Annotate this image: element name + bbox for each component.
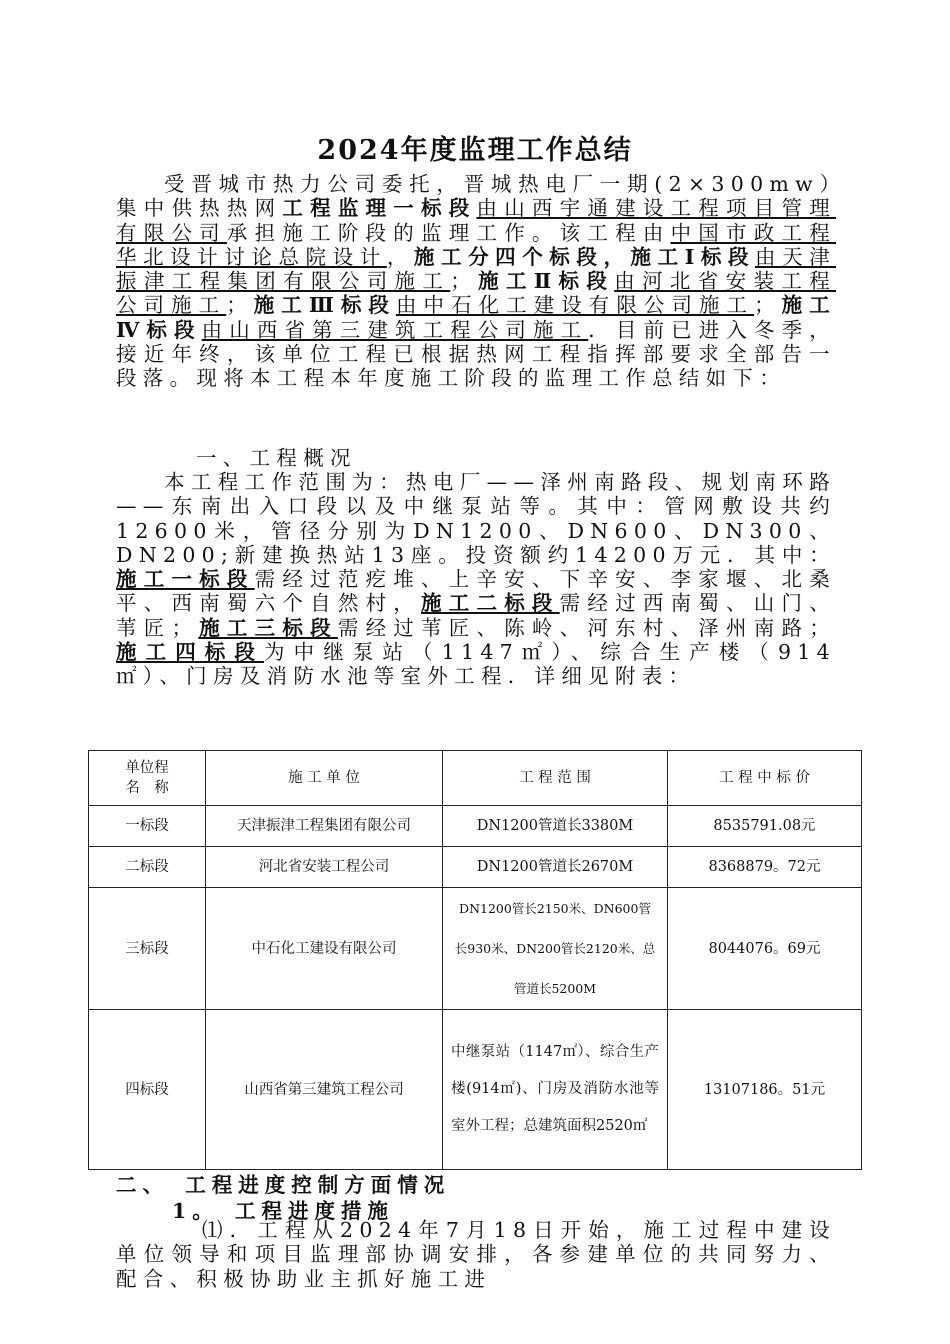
intro-text: ．目前已进入冬季，接近年终，该单位工程已根据热网工程指挥部要求全部告一段落。现将本工程本年度施工阶段的监理工作总结如下：	[116, 317, 837, 391]
table-cell: 中石化工建设有限公司	[206, 888, 443, 1010]
table-cell: 13107186。51元	[668, 1010, 862, 1170]
table-cell: 一标段	[89, 806, 206, 847]
page-title: 2024年度监理工作总结	[317, 135, 633, 166]
intro-text: 受晋城市热力公司委托，晋城热电厂一期(2×300mw）集中供热热网	[116, 172, 836, 221]
intro-underline: 由河北省安装工程公司施工	[116, 269, 837, 318]
section1-text: 为中继泵站（1147㎡）、综合生产楼（914㎡）、门房及消防水池等室外工程．详细见附表：	[116, 640, 836, 689]
intro-text: ；	[226, 293, 254, 318]
table-cell: 8535791.08元	[668, 806, 862, 847]
section1-heading: 一、工程概况	[196, 446, 357, 470]
table-row	[89, 806, 862, 847]
section1-underline: 施工一标段	[116, 567, 255, 592]
table-cell: 8368879。72元	[668, 847, 862, 888]
intro-underline: 中国市政工程华北设计讨论总院设计	[116, 220, 836, 269]
table-cell: 山西省第三建筑工程公司	[206, 1010, 443, 1170]
table-cell: DN1200管长2150米、DN600管长930米、DN200管长2120米、总管道长5200M	[443, 888, 668, 1010]
intro-underline: 由山西省第三建筑工程公司施工	[201, 317, 589, 342]
section1-text: 本工程工作范围为：热电厂——泽州南路段、规划南环路——东南出入口段以及中继泵站等。其中：管网敷设共约12600米，管径分别为DN1200、DN600、DN300、DN200;新建换热站13座。投资额约14200万元．其中：	[116, 470, 836, 567]
header-cell: 施 工 单 位	[206, 751, 443, 806]
section1-text: 需经过苇匠、陈岭、河东村、泽州南路；	[337, 615, 837, 640]
section1-paragraph	[116, 470, 836, 689]
table-cell: 中继泵站（1147㎡）、综合生产楼(914㎡)、门房及消防水池等室外工程；总建筑面积2520㎡	[443, 1010, 668, 1170]
intro-bold: 施工Ⅲ标段	[253, 293, 396, 318]
table-cell: 天津振津工程集团有限公司	[206, 806, 443, 847]
header-cell: 工 程 范 围	[443, 751, 668, 806]
table-row	[89, 847, 862, 888]
table-cell: 四标段	[89, 1010, 206, 1170]
intro-bold: 施工Ⅳ标段	[116, 293, 837, 342]
intro-underline: 由中石化工建设有限公司施工	[395, 293, 755, 318]
section2-heading: 二、 工程进度控制方面情况	[116, 1173, 451, 1197]
bid-section-table	[88, 750, 862, 1170]
section1-underline: 施工三标段	[198, 615, 338, 640]
intro-bold: 施工分四个标段，施工Ⅰ标段	[413, 244, 756, 269]
section1-text: 需经过西南蜀、山门、苇匠；	[116, 591, 837, 640]
table-cell: 三标段	[89, 888, 206, 1010]
intro-text: ，	[386, 244, 414, 269]
table-cell: DN1200管道长3380M	[443, 806, 668, 847]
intro-paragraph	[116, 172, 836, 391]
intro-underline: 由天津振津工程集团有限公司施工	[116, 244, 837, 294]
section1-text: 需经过范疙堆、上辛安、下辛安、李家堰、北桑平、西南蜀六个自然村，	[116, 567, 836, 616]
intro-text: 承担施工阶段的监理工作。该工程由	[226, 220, 671, 245]
intro-underline: 由山西宇通建设工程项目管理有限公司	[116, 196, 836, 245]
intro-text: ；	[450, 269, 478, 294]
header-cell: 工 程 中 标 价	[668, 751, 862, 806]
section1-underline: 施工四标段	[116, 640, 265, 665]
intro-text: ；	[754, 293, 781, 318]
table-cell: 8044076。69元	[668, 888, 862, 1010]
table-header-row	[89, 751, 862, 806]
table-row	[89, 1010, 862, 1170]
section1-underline: 施工二标段	[421, 591, 560, 616]
intro-bold: 施工Ⅱ标段	[477, 269, 615, 294]
intro-bold: 工程监理一标段	[282, 196, 477, 221]
table-cell: 河北省安装工程公司	[206, 847, 443, 888]
table-cell: DN1200管道长2670M	[443, 847, 668, 888]
section2-subheading: 1。 工程进度措施	[172, 1199, 395, 1223]
table-row	[89, 888, 862, 1010]
header-cell: 单位程 名 称	[89, 751, 206, 806]
section2-paragraph: ⑴．工程从2024年7月18日开始，施工过程中建设单位领导和项目监理部协调安排，各参建单位的共同努力、配合、积极协助业主抓好施工进	[116, 1218, 836, 1291]
table-cell: 二标段	[89, 847, 206, 888]
